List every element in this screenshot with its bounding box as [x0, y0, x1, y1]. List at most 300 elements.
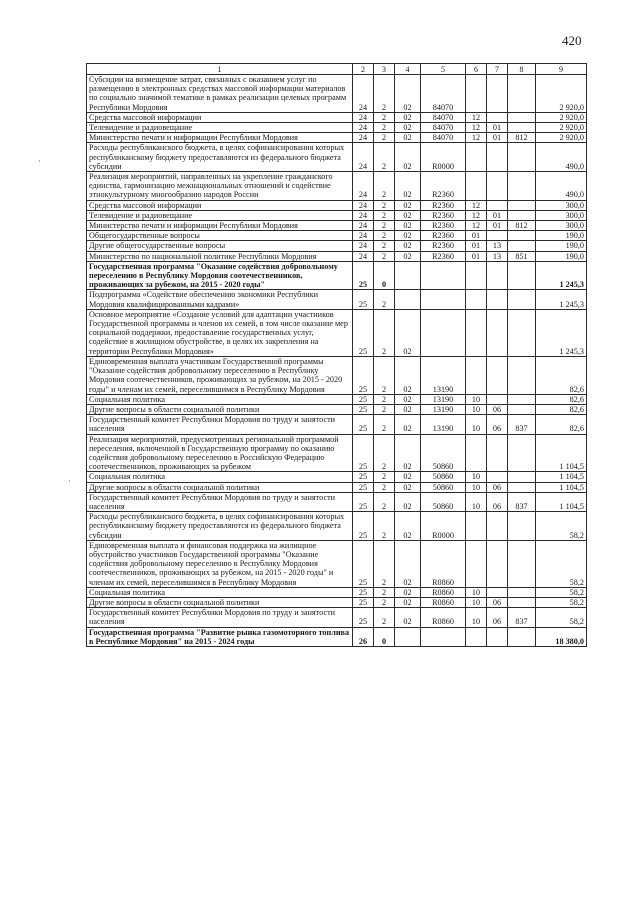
code-section: 10 — [466, 394, 487, 404]
code-subsection — [487, 512, 508, 541]
amount: 1 104,5 — [536, 482, 587, 492]
code-ministry: 812 — [508, 133, 536, 143]
code-subsection — [487, 356, 508, 394]
code-subprogram: 2 — [374, 434, 395, 472]
code-section: 12 — [466, 112, 487, 122]
code-program: 24 — [353, 172, 374, 201]
code-ministry — [508, 309, 536, 356]
code-section: 12 — [466, 133, 487, 143]
col-header: 8 — [508, 64, 536, 75]
code-program: 24 — [353, 221, 374, 231]
code-direction: 50860 — [421, 434, 466, 472]
table-row — [87, 231, 587, 241]
code-subprogram: 2 — [374, 608, 395, 627]
code-ministry: 812 — [508, 221, 536, 231]
code-event — [395, 261, 421, 290]
table-row — [87, 482, 587, 492]
col-header: 4 — [395, 64, 421, 75]
code-subsection — [487, 587, 508, 597]
table-row — [87, 356, 587, 394]
row-name: Реализация мероприятий, предусмотренных региональной программой переселения, включенной в Государственную программу по оказанию содействия добровольному переселению в Российскую Федерацию соотечественников, проживающих за рубежом — [87, 434, 353, 472]
row-name: Государственный комитет Республики Мордовия по труду и занятости населения — [87, 415, 353, 434]
code-ministry — [508, 434, 536, 472]
code-direction: 84070 — [421, 75, 466, 113]
code-event: 02 — [395, 482, 421, 492]
table-row — [87, 200, 587, 210]
code-subprogram: 2 — [374, 356, 395, 394]
code-subsection — [487, 143, 508, 172]
code-direction: R2360 — [421, 172, 466, 201]
code-section — [466, 356, 487, 394]
code-direction: 13190 — [421, 394, 466, 404]
code-event: 02 — [395, 75, 421, 113]
row-name: Министерство печати и информации Республики Мордовия — [87, 133, 353, 143]
code-subprogram: 2 — [374, 231, 395, 241]
code-subsection: 06 — [487, 482, 508, 492]
row-name: Министерство печати и информации Республики Мордовия — [87, 221, 353, 231]
code-section — [466, 434, 487, 472]
code-section: 12 — [466, 123, 487, 133]
amount: 300,0 — [536, 210, 587, 220]
code-event: 02 — [395, 123, 421, 133]
code-subprogram: 2 — [374, 540, 395, 587]
row-name: Другие общегосударственные вопросы — [87, 241, 353, 251]
code-subprogram: 2 — [374, 290, 395, 309]
code-direction: R2360 — [421, 231, 466, 241]
code-direction: 50860 — [421, 492, 466, 511]
code-program: 24 — [353, 241, 374, 251]
code-subprogram: 2 — [374, 404, 395, 414]
code-section: 01 — [466, 251, 487, 261]
code-subsection — [487, 172, 508, 201]
code-subsection — [487, 472, 508, 482]
code-subprogram: 2 — [374, 75, 395, 113]
col-header: 9 — [536, 64, 587, 75]
code-section: 10 — [466, 472, 487, 482]
code-event: 02 — [395, 221, 421, 231]
code-direction — [421, 261, 466, 290]
code-ministry — [508, 143, 536, 172]
row-name: Подпрограмма «Содействие обеспечению экономики Республики Мордовия квалифицированными кадрами» — [87, 290, 353, 309]
code-section — [466, 290, 487, 309]
code-ministry — [508, 210, 536, 220]
row-name: Социальная политика — [87, 394, 353, 404]
code-direction: 84070 — [421, 112, 466, 122]
col-header: 2 — [353, 64, 374, 75]
code-direction: R0860 — [421, 597, 466, 607]
code-program: 25 — [353, 540, 374, 587]
code-subsection — [487, 200, 508, 210]
table-row — [87, 143, 587, 172]
code-subprogram: 2 — [374, 133, 395, 143]
code-subsection: 01 — [487, 210, 508, 220]
code-event: 02 — [395, 231, 421, 241]
table-row — [87, 112, 587, 122]
code-program: 25 — [353, 587, 374, 597]
col-header: 5 — [421, 64, 466, 75]
code-section — [466, 261, 487, 290]
code-subsection — [487, 309, 508, 356]
code-section — [466, 75, 487, 113]
code-ministry — [508, 261, 536, 290]
code-subsection — [487, 261, 508, 290]
code-direction: R2360 — [421, 241, 466, 251]
table-row — [87, 587, 587, 597]
amount: 190,0 — [536, 241, 587, 251]
amount: 58,2 — [536, 608, 587, 627]
code-direction — [421, 309, 466, 356]
row-name: Средства массовой информации — [87, 200, 353, 210]
code-direction — [421, 290, 466, 309]
code-event: 02 — [395, 251, 421, 261]
amount: 18 380,0 — [536, 627, 587, 646]
code-event: 02 — [395, 241, 421, 251]
row-name: Государственная программа "Развитие рынка газомоторного топлива в Республике Мордовия" на 2015 - 2024 годы — [87, 627, 353, 646]
code-event: 02 — [395, 472, 421, 482]
code-direction: 13190 — [421, 415, 466, 434]
amount: 82,6 — [536, 404, 587, 414]
code-event: 02 — [395, 356, 421, 394]
amount: 190,0 — [536, 231, 587, 241]
code-program: 25 — [353, 290, 374, 309]
code-event: 02 — [395, 540, 421, 587]
code-section: 10 — [466, 587, 487, 597]
code-subsection: 01 — [487, 123, 508, 133]
amount: 490,0 — [536, 172, 587, 201]
row-name: Другие вопросы в области социальной политики — [87, 482, 353, 492]
row-name: Общегосударственные вопросы — [87, 231, 353, 241]
code-subprogram: 2 — [374, 172, 395, 201]
table-row — [87, 627, 587, 646]
amount: 1 104,5 — [536, 472, 587, 482]
code-event: 02 — [395, 587, 421, 597]
code-direction: R0000 — [421, 143, 466, 172]
code-program: 25 — [353, 434, 374, 472]
code-ministry — [508, 540, 536, 587]
code-event: 02 — [395, 210, 421, 220]
code-ministry — [508, 394, 536, 404]
table-row — [87, 123, 587, 133]
code-subprogram: 2 — [374, 472, 395, 482]
code-subprogram: 2 — [374, 512, 395, 541]
row-name: Единовременная выплата участникам Государственной программы "Оказание содействия добровольному переселению в Республику Мордовия соотечественников, проживающих за рубежом, на 2015 - 2020 годы" и членам их семей, переселившимся в Республику Мордовия — [87, 356, 353, 394]
code-section: 12 — [466, 221, 487, 231]
row-name: Основное мероприятие «Создание условий для адаптации участников Государственной программы и членов их семей, в том числе оказание мер социальной поддержки, предоставление государственных услуг, содействие в жилищном обустройстве, в целях их закрепления на территории Республики Мордовия» — [87, 309, 353, 356]
code-event: 02 — [395, 172, 421, 201]
code-program: 24 — [353, 133, 374, 143]
code-event — [395, 290, 421, 309]
table-row — [87, 221, 587, 231]
code-program: 24 — [353, 231, 374, 241]
code-program: 24 — [353, 210, 374, 220]
table-row — [87, 75, 587, 113]
code-ministry — [508, 241, 536, 251]
code-ministry — [508, 627, 536, 646]
code-subprogram: 2 — [374, 309, 395, 356]
code-program: 25 — [353, 415, 374, 434]
code-subsection — [487, 434, 508, 472]
code-event: 02 — [395, 112, 421, 122]
code-event: 02 — [395, 133, 421, 143]
amount: 300,0 — [536, 221, 587, 231]
table-row — [87, 210, 587, 220]
code-program: 25 — [353, 608, 374, 627]
code-ministry — [508, 404, 536, 414]
code-direction: R2360 — [421, 200, 466, 210]
amount: 490,0 — [536, 143, 587, 172]
code-subsection: 13 — [487, 241, 508, 251]
code-subprogram: 2 — [374, 492, 395, 511]
code-section — [466, 540, 487, 587]
row-name: Расходы республиканского бюджета, в целях софинансирования которых республиканскому бюджету предоставляются из федерального бюджета субсидии — [87, 143, 353, 172]
table-row — [87, 597, 587, 607]
code-subprogram: 2 — [374, 415, 395, 434]
code-subsection — [487, 75, 508, 113]
code-subprogram: 2 — [374, 200, 395, 210]
code-ministry — [508, 512, 536, 541]
amount: 58,2 — [536, 512, 587, 541]
code-subsection: 06 — [487, 492, 508, 511]
amount: 58,2 — [536, 587, 587, 597]
code-subprogram: 2 — [374, 241, 395, 251]
code-direction: R0860 — [421, 608, 466, 627]
code-event: 02 — [395, 415, 421, 434]
amount: 82,6 — [536, 356, 587, 394]
code-direction: R2360 — [421, 210, 466, 220]
code-direction: 13190 — [421, 356, 466, 394]
code-ministry — [508, 200, 536, 210]
code-program: 25 — [353, 597, 374, 607]
code-subprogram: 2 — [374, 597, 395, 607]
header-row — [87, 64, 587, 75]
table-row — [87, 241, 587, 251]
code-direction: 13190 — [421, 404, 466, 414]
code-program: 24 — [353, 143, 374, 172]
table-row — [87, 394, 587, 404]
amount: 1 245,3 — [536, 290, 587, 309]
row-name: Средства массовой информации — [87, 112, 353, 122]
code-subsection: 06 — [487, 608, 508, 627]
amount: 1 104,5 — [536, 492, 587, 511]
code-ministry — [508, 123, 536, 133]
code-section — [466, 143, 487, 172]
code-ministry — [508, 597, 536, 607]
table-row — [87, 251, 587, 261]
code-event: 02 — [395, 608, 421, 627]
code-section: 10 — [466, 608, 487, 627]
amount: 2 920,0 — [536, 123, 587, 133]
row-name: Социальная политика — [87, 587, 353, 597]
code-event: 02 — [395, 394, 421, 404]
row-name: Социальная политика — [87, 472, 353, 482]
code-subprogram: 2 — [374, 587, 395, 597]
code-section: 10 — [466, 597, 487, 607]
code-subsection: 01 — [487, 133, 508, 143]
table-row — [87, 608, 587, 627]
code-direction: R0860 — [421, 540, 466, 587]
code-ministry — [508, 75, 536, 113]
table-row — [87, 472, 587, 482]
row-name: Реализация мероприятий, направленных на укрепление гражданского единства, гармонизацию межнациональных отношений и содействие этнокультурному многообразию народов России — [87, 172, 353, 201]
col-header: 1 — [87, 64, 353, 75]
code-subsection — [487, 231, 508, 241]
code-section: 10 — [466, 415, 487, 434]
table-row — [87, 415, 587, 434]
code-subsection: 06 — [487, 597, 508, 607]
code-section: 10 — [466, 492, 487, 511]
code-direction: 84070 — [421, 123, 466, 133]
code-ministry: 837 — [508, 415, 536, 434]
code-section: 10 — [466, 404, 487, 414]
code-ministry — [508, 587, 536, 597]
code-program: 24 — [353, 123, 374, 133]
row-name: Телевидение и радиовещание — [87, 123, 353, 133]
code-ministry — [508, 472, 536, 482]
code-direction — [421, 627, 466, 646]
code-subsection — [487, 394, 508, 404]
code-ministry — [508, 231, 536, 241]
code-program: 25 — [353, 394, 374, 404]
code-event: 02 — [395, 143, 421, 172]
amount: 1 245,3 — [536, 309, 587, 356]
table-row — [87, 492, 587, 511]
code-program: 24 — [353, 251, 374, 261]
code-ministry: 837 — [508, 608, 536, 627]
amount: 58,2 — [536, 597, 587, 607]
scan-speck: · — [68, 476, 71, 486]
code-direction: R2360 — [421, 221, 466, 231]
code-direction: 50860 — [421, 472, 466, 482]
amount: 2 920,0 — [536, 133, 587, 143]
code-direction: R2360 — [421, 251, 466, 261]
code-section: 10 — [466, 482, 487, 492]
code-ministry — [508, 356, 536, 394]
code-direction: R0860 — [421, 587, 466, 597]
code-event: 02 — [395, 434, 421, 472]
row-name: Телевидение и радиовещание — [87, 210, 353, 220]
row-name: Государственный комитет Республики Мордовия по труду и занятости населения — [87, 492, 353, 511]
code-subprogram: 2 — [374, 394, 395, 404]
table-row — [87, 133, 587, 143]
code-subsection — [487, 290, 508, 309]
amount: 58,2 — [536, 540, 587, 587]
code-event: 02 — [395, 512, 421, 541]
table-row — [87, 404, 587, 414]
row-name: Субсидии на возмещение затрат, связанных с оказанием услуг по размещению в электронных средствах массовой информации материалов по социально значимой тематике в рамках реализации целевых программ Республики Мордовия — [87, 75, 353, 113]
amount: 82,6 — [536, 394, 587, 404]
code-program: 26 — [353, 627, 374, 646]
code-ministry: 851 — [508, 251, 536, 261]
code-event: 02 — [395, 200, 421, 210]
code-subsection: 01 — [487, 221, 508, 231]
table-row — [87, 309, 587, 356]
code-event: 02 — [395, 492, 421, 511]
code-event: 02 — [395, 597, 421, 607]
code-subprogram: 2 — [374, 221, 395, 231]
code-event: 02 — [395, 309, 421, 356]
table-row — [87, 540, 587, 587]
code-subsection: 13 — [487, 251, 508, 261]
code-section — [466, 512, 487, 541]
table-row — [87, 172, 587, 201]
table-row — [87, 434, 587, 472]
amount: 82,6 — [536, 415, 587, 434]
col-header: 3 — [374, 64, 395, 75]
amount: 300,0 — [536, 200, 587, 210]
code-section: 01 — [466, 241, 487, 251]
code-section: 01 — [466, 231, 487, 241]
code-section: 12 — [466, 210, 487, 220]
code-program: 24 — [353, 112, 374, 122]
code-subprogram: 2 — [374, 251, 395, 261]
code-program: 25 — [353, 492, 374, 511]
code-subsection: 06 — [487, 415, 508, 434]
code-subprogram: 2 — [374, 143, 395, 172]
row-name: Другие вопросы в области социальной политики — [87, 597, 353, 607]
code-section: 12 — [466, 200, 487, 210]
amount: 1 245,3 — [536, 261, 587, 290]
table-row — [87, 290, 587, 309]
scan-speck: · — [38, 156, 41, 166]
code-program: 25 — [353, 309, 374, 356]
code-subprogram: 2 — [374, 482, 395, 492]
code-section — [466, 309, 487, 356]
code-program: 25 — [353, 512, 374, 541]
code-event: 02 — [395, 404, 421, 414]
code-program: 25 — [353, 261, 374, 290]
code-subprogram: 0 — [374, 627, 395, 646]
row-name: Государственная программа "Оказание содействия добровольному переселению в Республику Мордовия соотечественников, проживающих за рубежом, на 2015 - 2020 годы" — [87, 261, 353, 290]
table-row — [87, 261, 587, 290]
amount: 190,0 — [536, 251, 587, 261]
code-ministry — [508, 112, 536, 122]
amount: 2 920,0 — [536, 75, 587, 113]
code-subsection — [487, 112, 508, 122]
row-name: Расходы республиканского бюджета, в целях софинансирования которых республиканскому бюджету предоставляются из федерального бюджета субсидии — [87, 512, 353, 541]
code-subsection — [487, 540, 508, 587]
code-subprogram: 2 — [374, 112, 395, 122]
row-name: Министерство по национальной политике Республики Мордовия — [87, 251, 353, 261]
code-subprogram: 2 — [374, 123, 395, 133]
code-section — [466, 172, 487, 201]
row-name: Другие вопросы в области социальной политики — [87, 404, 353, 414]
code-direction: 50860 — [421, 482, 466, 492]
amount: 1 104,5 — [536, 434, 587, 472]
code-ministry — [508, 172, 536, 201]
code-subsection: 06 — [487, 404, 508, 414]
code-section — [466, 627, 487, 646]
code-ministry — [508, 482, 536, 492]
amount: 2 920,0 — [536, 112, 587, 122]
row-name: Единовременная выплата и финансовая поддержка на жилищное обустройство участников Государственной программы "Оказание содействия добровольному переселению в Республику Мордовия соотечественников, проживающих за рубежом, на 2015 - 2020 годы" и членам их семей, переселившимся в Республику Мордовия — [87, 540, 353, 587]
code-program: 25 — [353, 356, 374, 394]
code-direction: 84070 — [421, 133, 466, 143]
code-subsection — [487, 627, 508, 646]
table-row — [87, 512, 587, 541]
code-program: 24 — [353, 200, 374, 210]
page-number: 420 — [562, 33, 582, 48]
code-program: 25 — [353, 482, 374, 492]
code-ministry — [508, 290, 536, 309]
code-program: 25 — [353, 472, 374, 482]
code-program: 24 — [353, 75, 374, 113]
budget-table — [86, 63, 587, 647]
code-program: 25 — [353, 404, 374, 414]
col-header: 7 — [487, 64, 508, 75]
code-subprogram: 0 — [374, 261, 395, 290]
code-ministry: 837 — [508, 492, 536, 511]
code-event — [395, 627, 421, 646]
